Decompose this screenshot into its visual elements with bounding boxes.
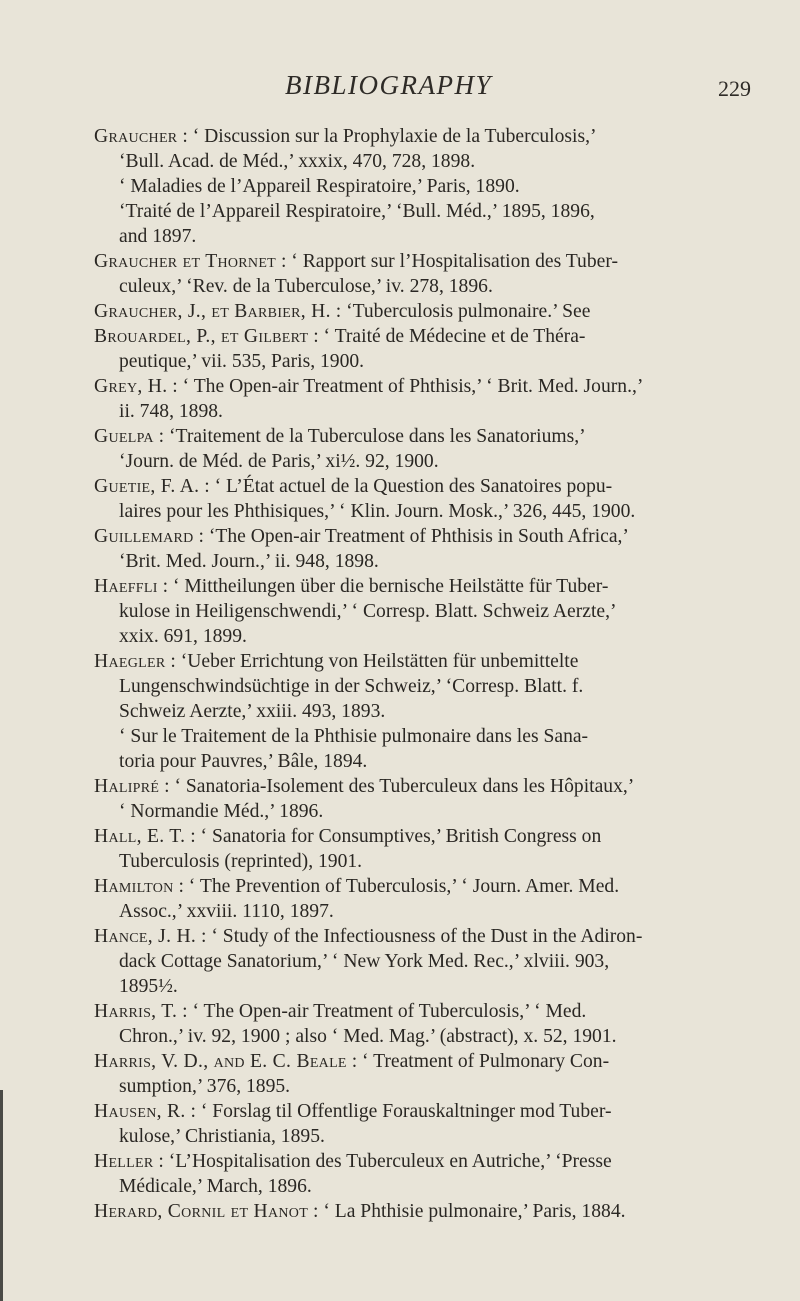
entry-text: : ‘The Open-air Treatment of Phthisis in South Africa,’ xyxy=(193,526,629,547)
entry-text: : ‘ L’État actuel de la Question des Sanatoires popu- xyxy=(199,476,613,497)
entry-author: Halipré xyxy=(94,776,160,797)
entry-line xyxy=(94,149,774,174)
entry-text: Tuberculosis (reprinted), 1901. xyxy=(119,851,363,872)
entry-line xyxy=(94,1174,774,1199)
entry-text: ‘Traité de l’Appareil Respiratoire,’ ‘Bull. Méd.,’ 1895, 1896, xyxy=(119,201,595,222)
entry-line xyxy=(94,974,774,999)
entry-line xyxy=(94,649,774,674)
entry-author: Grey, H. xyxy=(94,376,168,397)
entry-text: ‘Bull. Acad. de Méd.,’ xxxix, 470, 728, 1898. xyxy=(119,151,476,172)
entry-line xyxy=(94,574,774,599)
entry-line xyxy=(94,399,774,424)
entry-line xyxy=(94,424,774,449)
page-edge-shadow xyxy=(0,1090,3,1301)
entry-line xyxy=(94,549,774,574)
bibliography-entry xyxy=(94,924,774,999)
entry-text: : ‘ Treatment of Pulmonary Con- xyxy=(346,1051,610,1072)
entry-line xyxy=(94,1199,774,1224)
bibliography-entry xyxy=(94,824,774,874)
entry-line xyxy=(94,724,774,749)
entry-text: Schweiz Aerzte,’ xxiii. 493, 1893. xyxy=(119,701,386,722)
entry-text: 1895½. xyxy=(119,976,178,997)
entry-line xyxy=(94,624,774,649)
bibliography-list xyxy=(94,124,774,1224)
bibliography-entry xyxy=(94,1099,774,1149)
entry-line xyxy=(94,774,774,799)
entry-author: Brouardel, P., et Gilbert xyxy=(94,326,309,347)
entry-author: Hausen, R. xyxy=(94,1101,186,1122)
entry-author: Herard, Cornil et Hanot xyxy=(94,1201,309,1222)
entry-line xyxy=(94,524,774,549)
page-header xyxy=(0,64,800,104)
entry-line xyxy=(94,474,774,499)
entry-text: ‘Brit. Med. Journ.,’ ii. 948, 1898. xyxy=(119,551,379,572)
entry-line xyxy=(94,1049,774,1074)
bibliography-entry xyxy=(94,374,774,424)
entry-line xyxy=(94,749,774,774)
entry-author: Graucher et Thornet xyxy=(94,251,277,272)
entry-line xyxy=(94,274,774,299)
running-title: BIBLIOGRAPHY xyxy=(285,70,492,100)
entry-text: : ‘ Sanatoria-Isolement des Tuberculeux dans les Hôpitaux,’ xyxy=(159,776,635,797)
entry-line xyxy=(94,449,774,474)
entry-line xyxy=(94,174,774,199)
entry-text: and 1897. xyxy=(119,226,197,247)
entry-line xyxy=(94,299,774,324)
entry-text: : ‘Tuberculosis pulmonaire.’ See xyxy=(330,301,591,322)
entry-text: : ‘ Mittheilungen über die bernische Heilstätte für Tuber- xyxy=(157,576,609,597)
entry-text: laires pour les Phthisiques,’ ‘ Klin. Journ. Mosk.,’ 326, 445, 1900. xyxy=(119,501,636,522)
entry-text: ii. 748, 1898. xyxy=(119,401,223,422)
entry-line xyxy=(94,949,774,974)
entry-line xyxy=(94,799,774,824)
entry-line xyxy=(94,324,774,349)
entry-author: Harris, V. D., and E. C. Beale xyxy=(94,1051,347,1072)
entry-line xyxy=(94,599,774,624)
entry-line xyxy=(94,999,774,1024)
bibliography-entry xyxy=(94,1049,774,1099)
entry-text: kulose in Heiligenschwendi,’ ‘ Corresp. Blatt. Schweiz Aerzte,’ xyxy=(119,601,617,622)
entry-author: Guelpa xyxy=(94,426,154,447)
entry-text: ‘ Normandie Méd.,’ 1896. xyxy=(119,801,324,822)
entry-text: : ‘ Rapport sur l’Hospitalisation des Tuber- xyxy=(276,251,618,272)
entry-line xyxy=(94,924,774,949)
entry-text: : ‘ Discussion sur la Prophylaxie de la Tuberculosis,’ xyxy=(177,126,597,147)
entry-text: : ‘Ueber Errichtung von Heilstätten für unbemittelte xyxy=(165,651,579,672)
bibliography-entry xyxy=(94,249,774,299)
bibliography-entry xyxy=(94,424,774,474)
bibliography-entry xyxy=(94,649,774,774)
entry-line xyxy=(94,1099,774,1124)
entry-text: Lungenschwindsüchtige in der Schweiz,’ ‘Corresp. Blatt. f. xyxy=(119,676,584,697)
entry-text: sumption,’ 376, 1895. xyxy=(119,1076,291,1097)
page-number: 229 xyxy=(718,76,751,101)
entry-text: : ‘ Traité de Médecine et de Théra- xyxy=(308,326,586,347)
entry-line xyxy=(94,674,774,699)
entry-author: Guetie, F. A. xyxy=(94,476,200,497)
entry-text: Médicale,’ March, 1896. xyxy=(119,1176,312,1197)
entry-text: : ‘ Study of the Infectiousness of the Dust in the Adiron- xyxy=(196,926,643,947)
bibliography-entry xyxy=(94,124,774,249)
entry-author: Haegler xyxy=(94,651,166,672)
entry-text: : ‘ Sanatoria for Consumptives,’ British Congress on xyxy=(185,826,602,847)
entry-text: ‘ Maladies de l’Appareil Respiratoire,’ Paris, 1890. xyxy=(119,176,520,197)
entry-text: : ‘ Forslag til Offentlige Forauskaltninger mod Tuber- xyxy=(185,1101,612,1122)
entry-text: : ‘Traitement de la Tuberculose dans les Sanatoriums,’ xyxy=(153,426,586,447)
entry-text: peutique,’ vii. 535, Paris, 1900. xyxy=(119,351,365,372)
entry-text: toria pour Pauvres,’ Bâle, 1894. xyxy=(119,751,368,772)
entry-line xyxy=(94,824,774,849)
entry-author: Hamilton xyxy=(94,876,174,897)
entry-text: Assoc.,’ xxviii. 1110, 1897. xyxy=(119,901,334,922)
entry-text: ‘Journ. de Méd. de Paris,’ xi½. 92, 1900. xyxy=(119,451,439,472)
entry-author: Hance, J. H. xyxy=(94,926,197,947)
bibliography-entry xyxy=(94,574,774,649)
entry-text: kulose,’ Christiania, 1895. xyxy=(119,1126,325,1147)
entry-line xyxy=(94,899,774,924)
entry-line xyxy=(94,374,774,399)
entry-text: : ‘ The Open-air Treatment of Tuberculosis,’ ‘ Med. xyxy=(177,1001,587,1022)
bibliography-entry xyxy=(94,874,774,924)
entry-text: : ‘ La Phthisie pulmonaire,’ Paris, 1884. xyxy=(308,1201,626,1222)
entry-line xyxy=(94,849,774,874)
bibliography-entry xyxy=(94,524,774,574)
entry-author: Hall, E. T. xyxy=(94,826,186,847)
entry-line xyxy=(94,199,774,224)
bibliography-entry xyxy=(94,774,774,824)
entry-text: xxix. 691, 1899. xyxy=(119,626,247,647)
entry-line xyxy=(94,1074,774,1099)
entry-line xyxy=(94,874,774,899)
entry-text: Chron.,’ iv. 92, 1900 ; also ‘ Med. Mag.’ (abstract), x. 52, 1901. xyxy=(119,1026,617,1047)
entry-line xyxy=(94,499,774,524)
entry-author: Heller xyxy=(94,1151,154,1172)
entry-line xyxy=(94,699,774,724)
entry-line xyxy=(94,224,774,249)
entry-text: dack Cottage Sanatorium,’ ‘ New York Med. Rec.,’ xlviii. 903, xyxy=(119,951,610,972)
entry-author: Harris, T. xyxy=(94,1001,178,1022)
entry-line xyxy=(94,124,774,149)
bibliography-entry xyxy=(94,1149,774,1199)
entry-line xyxy=(94,1024,774,1049)
entry-author: Haeffli xyxy=(94,576,158,597)
entry-author: Graucher, J., et Barbier, H. xyxy=(94,301,331,322)
entry-text: ‘ Sur le Traitement de la Phthisie pulmonaire dans les Sana- xyxy=(119,726,589,747)
entry-line xyxy=(94,349,774,374)
bibliography-entry xyxy=(94,299,774,374)
entry-text: : ‘ The Prevention of Tuberculosis,’ ‘ Journ. Amer. Med. xyxy=(173,876,620,897)
entry-text: culeux,’ ‘Rev. de la Tuberculose,’ iv. 278, 1896. xyxy=(119,276,493,297)
bibliography-entry xyxy=(94,1199,774,1224)
bibliography-entry xyxy=(94,474,774,524)
entry-line xyxy=(94,1124,774,1149)
entry-text: : ‘L’Hospitalisation des Tuberculeux en Autriche,’ ‘Presse xyxy=(153,1151,612,1172)
entry-text: : ‘ The Open-air Treatment of Phthisis,’ ‘ Brit. Med. Journ.,’ xyxy=(167,376,644,397)
bibliography-entry xyxy=(94,999,774,1049)
entry-line xyxy=(94,249,774,274)
entry-author: Graucher xyxy=(94,126,178,147)
entry-line xyxy=(94,1149,774,1174)
entry-author: Guillemard xyxy=(94,526,194,547)
